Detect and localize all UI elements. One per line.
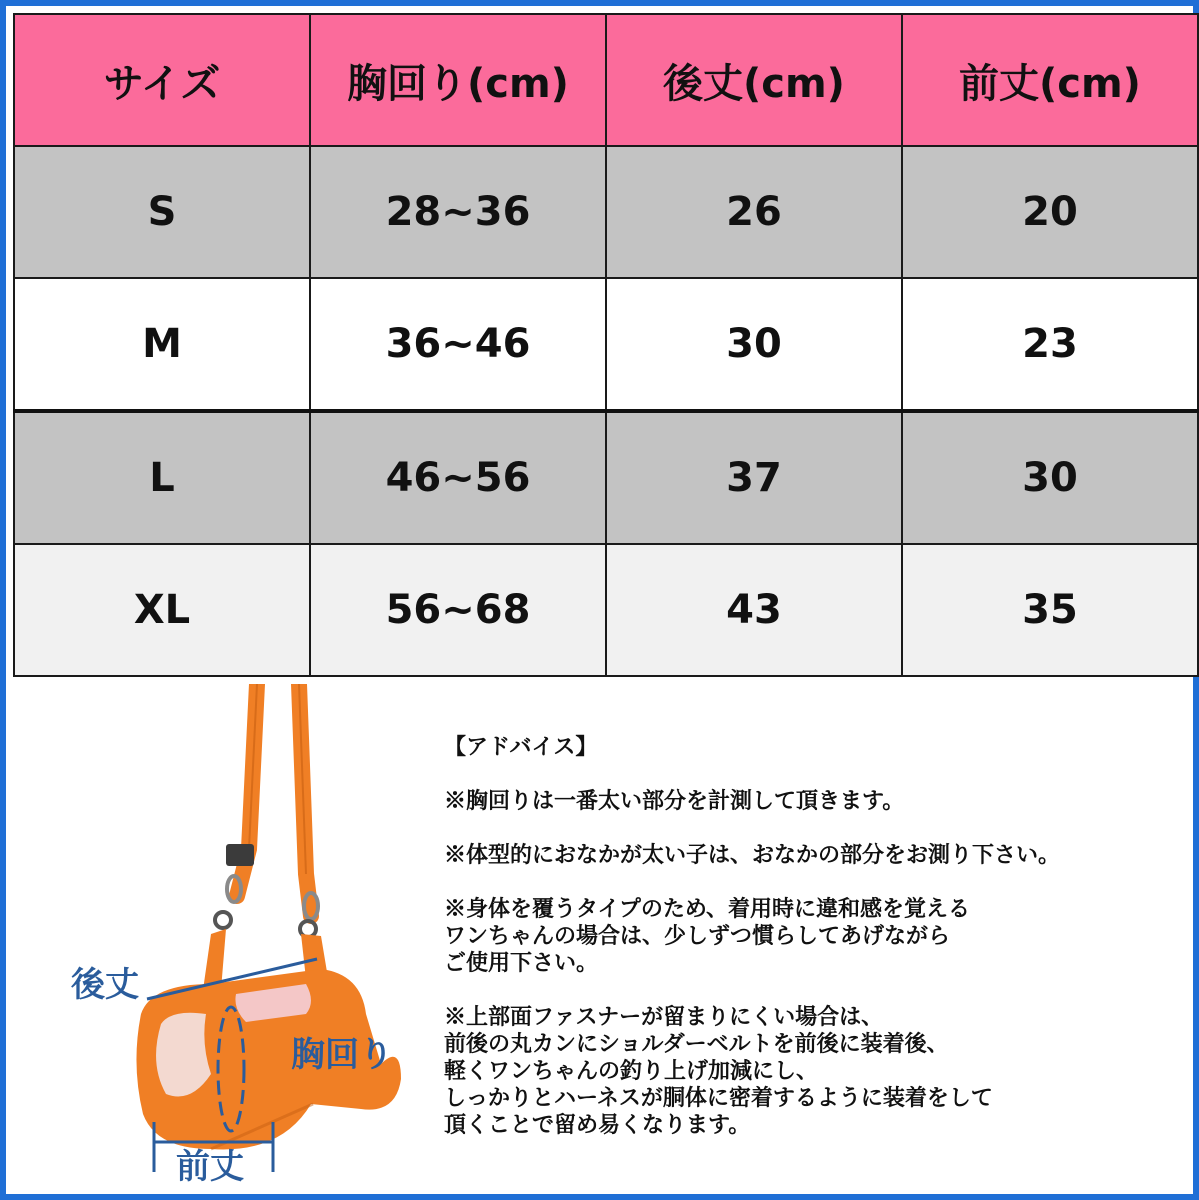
cell-back-length: 30: [606, 278, 902, 411]
cell-front-length: 35: [902, 544, 1198, 676]
table-row: [14, 544, 1198, 676]
advice-line: ※身体を覆うタイプのため、着用時に違和感を覚える: [444, 896, 971, 922]
cell-size: L: [14, 411, 310, 544]
advice-title: 【アドバイス】: [444, 734, 598, 760]
cell-size: S: [14, 146, 310, 278]
cell-chest: 36~46: [310, 278, 606, 411]
cell-chest: 46~56: [310, 411, 606, 544]
advice-line: 軽くワンちゃんの釣り上げ加減にし、: [444, 1058, 819, 1084]
header-back-length: 後丈(cm): [606, 14, 902, 146]
cell-front-length: 20: [902, 146, 1198, 278]
advice-line: ワンちゃんの場合は、少しずつ慣らしてあげながら: [444, 923, 951, 949]
advice-point: [444, 1004, 1194, 1139]
label-chest: 胸回り: [291, 1035, 393, 1075]
advice-point: [444, 896, 1194, 977]
table-row: [14, 146, 1198, 278]
label-front-length: 前丈: [176, 1147, 244, 1187]
advice-line: ※上部面ファスナーが留まりにくい場合は、: [444, 1004, 884, 1030]
cell-chest: 56~68: [310, 544, 606, 676]
label-back-length: 後丈: [71, 965, 139, 1005]
advice-line: 頂くことで留め易くなります。: [444, 1112, 751, 1138]
cell-size: XL: [14, 544, 310, 676]
advice-line: しっかりとハーネスが胴体に密着するように装着をして: [444, 1085, 993, 1111]
advice-section: [444, 734, 1194, 1166]
advice-line: 前後の丸カンにショルダーベルトを前後に装着後、: [444, 1031, 949, 1057]
advice-point: ※胸回りは一番太い部分を計測して頂きます。: [444, 788, 905, 814]
shoulder-strap: [237, 684, 311, 916]
advice-line: ご使用下さい。: [444, 950, 599, 976]
cell-chest: 28~36: [310, 146, 606, 278]
cell-back-length: 26: [606, 146, 902, 278]
table-row: [14, 411, 1198, 544]
size-table: [13, 13, 1199, 677]
header-front-length: 前丈(cm): [902, 14, 1198, 146]
cell-front-length: 23: [902, 278, 1198, 411]
header-size: サイズ: [14, 14, 310, 146]
strap-buckle: [226, 844, 254, 866]
advice-point: ※体型的におなかが太い子は、おなかの部分をお測り下さい。: [444, 842, 1061, 868]
table-row: [14, 278, 1198, 411]
cell-back-length: 43: [606, 544, 902, 676]
table-header-row: [14, 14, 1198, 146]
header-chest: 胸回り(cm): [310, 14, 606, 146]
cell-back-length: 37: [606, 411, 902, 544]
harness-illustration: [61, 684, 421, 1189]
cell-front-length: 30: [902, 411, 1198, 544]
cell-size: M: [14, 278, 310, 411]
